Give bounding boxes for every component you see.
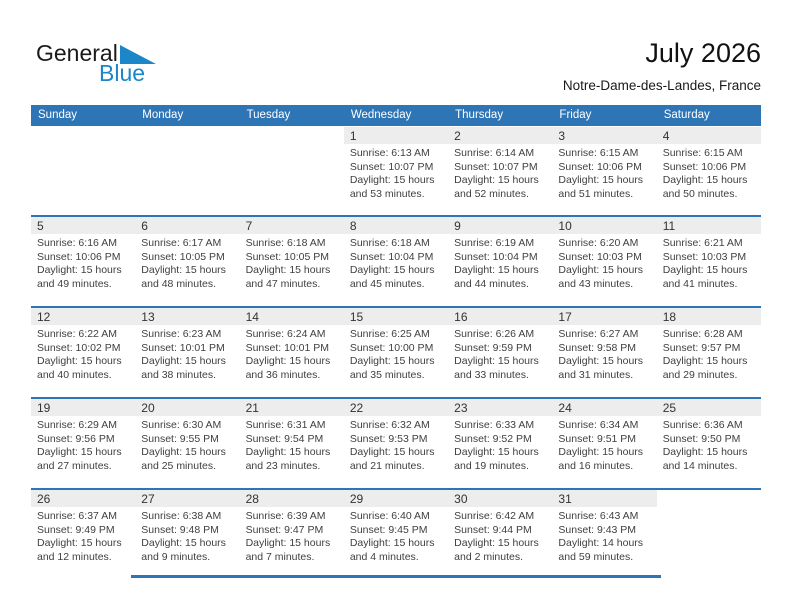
logo-text-general: General bbox=[36, 40, 118, 66]
sunrise-text: Sunrise: 6:36 AM bbox=[662, 419, 743, 431]
day-number: 10 bbox=[552, 217, 656, 234]
sunrise-text: Sunrise: 6:26 AM bbox=[454, 328, 535, 340]
sunrise-text: Sunrise: 6:34 AM bbox=[558, 419, 639, 431]
sunrise-text: Sunrise: 6:39 AM bbox=[245, 510, 326, 522]
day-cell bbox=[135, 490, 239, 579]
day-cell bbox=[657, 127, 761, 215]
sunset-text: Sunset: 10:07 PM bbox=[349, 160, 434, 173]
sunrise-text: Sunrise: 6:32 AM bbox=[349, 419, 430, 431]
day-info bbox=[552, 325, 656, 382]
sunrise-text: Sunrise: 6:14 AM bbox=[454, 147, 535, 159]
daylight-text: Daylight: 15 hours and 4 minutes. bbox=[349, 537, 435, 563]
day-number: 19 bbox=[31, 399, 135, 416]
daylight-text: Daylight: 15 hours and 31 minutes. bbox=[558, 355, 644, 381]
weekday-header-thursday: Thursday bbox=[455, 109, 504, 121]
daylight-text: Daylight: 15 hours and 25 minutes. bbox=[141, 446, 226, 472]
day-info bbox=[552, 416, 656, 473]
sunrise-text: Sunrise: 6:23 AM bbox=[141, 328, 222, 340]
sunrise-text: Sunrise: 6:18 AM bbox=[349, 237, 430, 249]
day-cell bbox=[344, 217, 448, 306]
sunset-text: Sunset: 10:03 PM bbox=[662, 250, 747, 263]
daylight-text: Daylight: 15 hours and 49 minutes. bbox=[37, 264, 122, 290]
daylight-text: Daylight: 15 hours and 33 minutes. bbox=[454, 355, 539, 381]
day-cell bbox=[344, 399, 448, 488]
day-cell bbox=[31, 490, 135, 579]
day-number: 5 bbox=[31, 217, 135, 234]
day-info bbox=[448, 507, 552, 564]
daylight-text: Daylight: 15 hours and 44 minutes. bbox=[454, 264, 539, 290]
daylight-text: Daylight: 15 hours and 45 minutes. bbox=[349, 264, 435, 290]
day-cell bbox=[448, 217, 552, 306]
sunset-text: Sunset: 9:44 PM bbox=[454, 523, 532, 536]
weekday-header-tuesday: Tuesday bbox=[246, 109, 291, 121]
daylight-text: Daylight: 15 hours and 29 minutes. bbox=[662, 355, 748, 381]
empty-day-cell bbox=[240, 127, 344, 215]
logo-text-blue: Blue bbox=[99, 60, 146, 86]
daylight-text: Daylight: 15 hours and 7 minutes. bbox=[245, 537, 331, 563]
day-cell bbox=[657, 217, 761, 306]
day-number: 8 bbox=[344, 217, 448, 234]
sunset-text: Sunset: 10:01 PM bbox=[245, 341, 330, 354]
sunset-text: Sunset: 9:47 PM bbox=[245, 523, 324, 536]
daylight-text: Daylight: 15 hours and 19 minutes. bbox=[454, 446, 539, 472]
sunset-text: Sunset: 10:06 PM bbox=[662, 160, 747, 173]
day-number: 20 bbox=[135, 399, 239, 416]
sunrise-text: Sunrise: 6:27 AM bbox=[558, 328, 639, 340]
sunset-text: Sunset: 10:03 PM bbox=[558, 250, 642, 263]
day-cell bbox=[240, 308, 344, 397]
sunset-text: Sunset: 10:00 PM bbox=[349, 341, 434, 354]
sunrise-text: Sunrise: 6:21 AM bbox=[662, 237, 743, 249]
day-number: 6 bbox=[135, 217, 239, 234]
day-info bbox=[344, 507, 448, 564]
day-number: 30 bbox=[448, 490, 552, 507]
day-cell bbox=[448, 127, 552, 215]
general-blue-logo bbox=[36, 40, 156, 87]
sunrise-text: Sunrise: 6:28 AM bbox=[662, 328, 743, 340]
daylight-text: Daylight: 15 hours and 47 minutes. bbox=[245, 264, 331, 290]
day-cell bbox=[31, 399, 135, 488]
day-cell bbox=[552, 490, 656, 579]
day-info bbox=[657, 144, 761, 201]
day-number: 13 bbox=[135, 308, 239, 325]
day-number: 17 bbox=[552, 308, 656, 325]
daylight-text: Daylight: 15 hours and 2 minutes. bbox=[454, 537, 539, 563]
sunset-text: Sunset: 9:57 PM bbox=[662, 341, 741, 354]
day-info bbox=[240, 325, 344, 382]
daylight-text: Daylight: 15 hours and 14 minutes. bbox=[662, 446, 748, 472]
week-row bbox=[31, 306, 761, 397]
day-info bbox=[448, 325, 552, 382]
day-info bbox=[448, 144, 552, 201]
day-info bbox=[31, 416, 135, 473]
day-cell bbox=[448, 490, 552, 579]
day-cell bbox=[31, 308, 135, 397]
day-cell bbox=[135, 399, 239, 488]
day-info bbox=[657, 416, 761, 473]
sunrise-text: Sunrise: 6:29 AM bbox=[37, 419, 117, 431]
sunrise-text: Sunrise: 6:40 AM bbox=[349, 510, 430, 522]
day-info bbox=[135, 507, 239, 564]
daylight-text: Daylight: 15 hours and 51 minutes. bbox=[558, 174, 644, 200]
day-number: 28 bbox=[240, 490, 344, 507]
day-info bbox=[135, 325, 239, 382]
calendar-grid bbox=[31, 105, 761, 579]
sunset-text: Sunset: 9:55 PM bbox=[141, 432, 219, 445]
daylight-text: Daylight: 15 hours and 52 minutes. bbox=[454, 174, 539, 200]
day-number: 24 bbox=[552, 399, 656, 416]
weekday-header-monday: Monday bbox=[142, 109, 184, 121]
day-number: 16 bbox=[448, 308, 552, 325]
sunrise-text: Sunrise: 6:43 AM bbox=[558, 510, 639, 522]
daylight-text: Daylight: 15 hours and 12 minutes. bbox=[37, 537, 122, 563]
day-number: 18 bbox=[657, 308, 761, 325]
sunset-text: Sunset: 9:59 PM bbox=[454, 341, 532, 354]
day-number: 26 bbox=[31, 490, 135, 507]
daylight-text: Daylight: 15 hours and 41 minutes. bbox=[662, 264, 748, 290]
day-cell bbox=[240, 399, 344, 488]
day-number: 3 bbox=[552, 127, 656, 144]
sunset-text: Sunset: 9:54 PM bbox=[245, 432, 324, 445]
day-cell bbox=[240, 490, 344, 579]
day-number: 7 bbox=[240, 217, 344, 234]
sunset-text: Sunset: 9:45 PM bbox=[349, 523, 428, 536]
day-cell bbox=[344, 127, 448, 215]
weeks-container bbox=[31, 127, 761, 579]
sunrise-text: Sunrise: 6:42 AM bbox=[454, 510, 535, 522]
day-number: 25 bbox=[657, 399, 761, 416]
sunset-text: Sunset: 10:05 PM bbox=[245, 250, 330, 263]
sunset-text: Sunset: 10:01 PM bbox=[141, 341, 225, 354]
day-info bbox=[240, 234, 344, 291]
day-cell bbox=[344, 308, 448, 397]
week-row bbox=[31, 215, 761, 306]
sunrise-text: Sunrise: 6:17 AM bbox=[141, 237, 222, 249]
day-info bbox=[657, 234, 761, 291]
day-number: 22 bbox=[344, 399, 448, 416]
daylight-text: Daylight: 15 hours and 9 minutes. bbox=[141, 537, 226, 563]
sunrise-text: Sunrise: 6:37 AM bbox=[37, 510, 117, 522]
sunrise-text: Sunrise: 6:15 AM bbox=[662, 147, 743, 159]
sunset-text: Sunset: 9:50 PM bbox=[662, 432, 741, 445]
footer-divider bbox=[131, 575, 661, 578]
sunrise-text: Sunrise: 6:16 AM bbox=[37, 237, 117, 249]
week-row bbox=[31, 488, 761, 579]
weekday-header-saturday: Saturday bbox=[663, 109, 710, 121]
day-number: 9 bbox=[448, 217, 552, 234]
day-number: 4 bbox=[657, 127, 761, 144]
week-row bbox=[31, 127, 761, 215]
sunrise-text: Sunrise: 6:38 AM bbox=[141, 510, 222, 522]
day-info bbox=[657, 325, 761, 382]
sunrise-text: Sunrise: 6:19 AM bbox=[454, 237, 535, 249]
daylight-text: Daylight: 15 hours and 43 minutes. bbox=[558, 264, 644, 290]
sunset-text: Sunset: 9:43 PM bbox=[558, 523, 637, 536]
sunset-text: Sunset: 10:07 PM bbox=[454, 160, 538, 173]
day-info bbox=[344, 325, 448, 382]
sunset-text: Sunset: 9:48 PM bbox=[141, 523, 219, 536]
day-cell bbox=[448, 399, 552, 488]
day-info bbox=[344, 234, 448, 291]
day-info bbox=[31, 507, 135, 564]
sunrise-text: Sunrise: 6:24 AM bbox=[245, 328, 326, 340]
day-number: 21 bbox=[240, 399, 344, 416]
sunset-text: Sunset: 9:53 PM bbox=[349, 432, 428, 445]
day-cell bbox=[31, 217, 135, 306]
sunset-text: Sunset: 9:56 PM bbox=[37, 432, 115, 445]
day-number: 23 bbox=[448, 399, 552, 416]
sunset-text: Sunset: 9:52 PM bbox=[454, 432, 532, 445]
day-cell bbox=[552, 217, 656, 306]
daylight-text: Daylight: 15 hours and 48 minutes. bbox=[141, 264, 226, 290]
daylight-text: Daylight: 15 hours and 16 minutes. bbox=[558, 446, 644, 472]
day-info bbox=[552, 507, 656, 564]
day-number: 2 bbox=[448, 127, 552, 144]
empty-day-cell bbox=[657, 490, 761, 579]
sunrise-text: Sunrise: 6:31 AM bbox=[245, 419, 326, 431]
weekday-header-row bbox=[31, 105, 761, 126]
sunset-text: Sunset: 10:04 PM bbox=[454, 250, 538, 263]
location-subtitle: Notre-Dame-des-Landes, France bbox=[562, 78, 761, 93]
weekday-header-friday: Friday bbox=[559, 109, 592, 121]
day-number: 14 bbox=[240, 308, 344, 325]
sunrise-text: Sunrise: 6:33 AM bbox=[454, 419, 535, 431]
daylight-text: Daylight: 15 hours and 50 minutes. bbox=[662, 174, 748, 200]
sunset-text: Sunset: 10:06 PM bbox=[558, 160, 642, 173]
day-number: 12 bbox=[31, 308, 135, 325]
daylight-text: Daylight: 15 hours and 53 minutes. bbox=[349, 174, 435, 200]
day-info bbox=[240, 416, 344, 473]
day-cell bbox=[448, 308, 552, 397]
day-number: 11 bbox=[657, 217, 761, 234]
day-cell bbox=[344, 490, 448, 579]
daylight-text: Daylight: 15 hours and 23 minutes. bbox=[245, 446, 331, 472]
day-cell bbox=[552, 308, 656, 397]
daylight-text: Daylight: 15 hours and 38 minutes. bbox=[141, 355, 226, 381]
daylight-text: Daylight: 15 hours and 40 minutes. bbox=[37, 355, 122, 381]
weekday-header-wednesday: Wednesday bbox=[350, 109, 412, 121]
sunrise-text: Sunrise: 6:25 AM bbox=[349, 328, 430, 340]
sunrise-text: Sunrise: 6:30 AM bbox=[141, 419, 222, 431]
weekday-header-sunday: Sunday bbox=[38, 109, 78, 121]
sunrise-text: Sunrise: 6:20 AM bbox=[558, 237, 639, 249]
day-cell bbox=[135, 217, 239, 306]
sunrise-text: Sunrise: 6:22 AM bbox=[37, 328, 117, 340]
day-cell bbox=[135, 308, 239, 397]
daylight-text: Daylight: 14 hours and 59 minutes. bbox=[558, 537, 644, 563]
daylight-text: Daylight: 15 hours and 21 minutes. bbox=[349, 446, 435, 472]
empty-day-cell bbox=[31, 127, 135, 215]
day-info bbox=[31, 325, 135, 382]
sunset-text: Sunset: 9:58 PM bbox=[558, 341, 637, 354]
day-cell bbox=[552, 399, 656, 488]
daylight-text: Daylight: 15 hours and 35 minutes. bbox=[349, 355, 435, 381]
day-info bbox=[135, 416, 239, 473]
sunset-text: Sunset: 10:05 PM bbox=[141, 250, 225, 263]
sunset-text: Sunset: 10:06 PM bbox=[37, 250, 121, 263]
day-info bbox=[448, 416, 552, 473]
day-info bbox=[448, 234, 552, 291]
sunrise-text: Sunrise: 6:13 AM bbox=[349, 147, 430, 159]
sunset-text: Sunset: 10:04 PM bbox=[349, 250, 434, 263]
day-info bbox=[552, 234, 656, 291]
day-number: 29 bbox=[344, 490, 448, 507]
daylight-text: Daylight: 15 hours and 36 minutes. bbox=[245, 355, 331, 381]
daylight-text: Daylight: 15 hours and 27 minutes. bbox=[37, 446, 122, 472]
day-number: 27 bbox=[135, 490, 239, 507]
day-number: 31 bbox=[552, 490, 656, 507]
sunset-text: Sunset: 9:51 PM bbox=[558, 432, 637, 445]
sunset-text: Sunset: 10:02 PM bbox=[37, 341, 121, 354]
day-cell bbox=[657, 308, 761, 397]
sunrise-text: Sunrise: 6:18 AM bbox=[245, 237, 326, 249]
day-cell bbox=[240, 217, 344, 306]
sunset-text: Sunset: 9:49 PM bbox=[37, 523, 115, 536]
day-number: 15 bbox=[344, 308, 448, 325]
day-info bbox=[344, 144, 448, 201]
week-row bbox=[31, 397, 761, 488]
day-number: 1 bbox=[344, 127, 448, 144]
day-info bbox=[344, 416, 448, 473]
day-info bbox=[31, 234, 135, 291]
empty-day-cell bbox=[135, 127, 239, 215]
day-info bbox=[240, 507, 344, 564]
day-cell bbox=[657, 399, 761, 488]
day-info bbox=[552, 144, 656, 201]
day-cell bbox=[552, 127, 656, 215]
sunrise-text: Sunrise: 6:15 AM bbox=[558, 147, 639, 159]
day-info bbox=[135, 234, 239, 291]
month-title: July 2026 bbox=[645, 38, 761, 68]
